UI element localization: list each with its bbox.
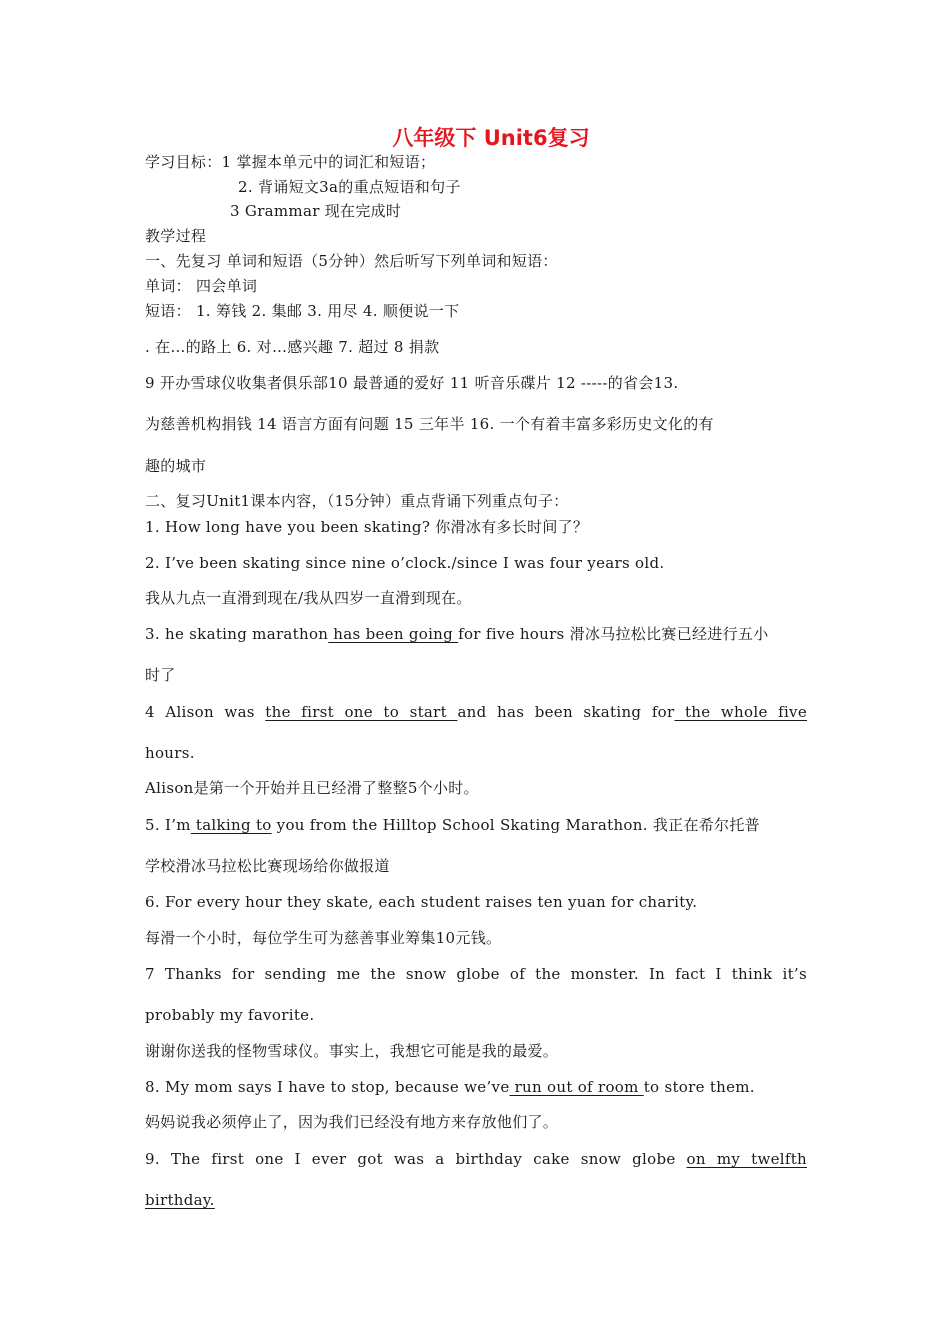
sentence-5-part-b: you from the Hilltop School Skating Marathon. 我正在希尔托普	[271, 816, 760, 834]
sentence-4-underlined-2: the whole five	[674, 703, 808, 721]
sentence-1: 1. How long have you been skating? 你滑冰有多长时间了？	[145, 518, 589, 536]
document-title: 八年级下 Unit6复习	[392, 126, 590, 150]
sentence-9-underlined: on my twelfth	[686, 1150, 808, 1168]
objective-line-1: 学习目标：1 掌握本单元中的词汇和短语；	[145, 153, 436, 171]
sentence-9	[145, 1149, 807, 1169]
sentence-6-english: 6. For every hour they skate, each student raises ten yuan for charity.	[145, 893, 698, 911]
sentence-4-continued: hours.	[145, 744, 195, 762]
sentence-4-chinese: Alison是第一个开始并且已经滑了整整5个小时。	[145, 779, 479, 797]
sentence-2-english: 2. I’ve been skating since nine o’clock./since I was four years old.	[145, 554, 665, 572]
sentence-5	[145, 815, 807, 835]
phrase-line-1: 短语： 1. 筹钱 2. 集邮 3. 用尽 4. 顺便说一下	[145, 302, 460, 320]
section1-heading: 一、先复习 单词和短语（5分钟）然后听写下列单词和短语：	[145, 252, 558, 270]
sentence-8	[145, 1077, 807, 1097]
sentence-5-underlined: talking to	[190, 816, 272, 834]
sentence-8-part-b: to store them.	[643, 1078, 755, 1096]
sentence-3-continued: 时了	[145, 666, 176, 684]
sentence-8-underlined: run out of room	[509, 1078, 644, 1096]
sentence-7-english: 7 Thanks for sending me the snow globe of the monster. In fact I think it’s	[145, 965, 807, 983]
sentence-8-part-a: 8. My mom says I have to stop, because we’ve	[145, 1078, 510, 1096]
sentence-7-chinese: 谢谢你送我的怪物雪球仪。事实上，我想它可能是我的最爱。	[145, 1042, 559, 1060]
sentence-3-underlined: has been going	[328, 625, 459, 643]
section1-words: 单词： 四会单词	[145, 277, 258, 295]
process-heading: 教学过程	[145, 227, 207, 245]
objective-line-3: 3 Grammar 现在完成时	[230, 202, 402, 220]
sentence-9-part-a: 9. The first one I ever got was a birthday cake snow globe	[145, 1150, 687, 1168]
sentence-3	[145, 624, 807, 644]
sentence-9-continued: birthday.	[145, 1191, 215, 1209]
sentence-4-underlined-1: the first one to start	[265, 703, 458, 721]
sentence-7-continued: probably my favorite.	[145, 1006, 315, 1024]
sentence-4-part-b: and has been skating for	[457, 703, 675, 721]
phrase-line-4: 为慈善机构捐钱 14 语言方面有问题 15 三年半 16. 一个有着丰富多彩历史文化的有	[145, 415, 714, 433]
objective-line-2: 2. 背诵短文3a的重点短语和句子	[238, 178, 461, 196]
sentence-4-part-a: 4 Alison was	[145, 703, 266, 721]
sentence-3-part-a: 3. he skating marathon	[145, 625, 329, 643]
sentence-6-chinese: 每滑一个小时，每位学生可为慈善事业筹集10元钱。	[145, 929, 502, 947]
phrase-line-2: . 在…的路上 6. 对…感兴趣 7. 超过 8 捐款	[145, 338, 440, 356]
section2-heading: 二、复习Unit1课本内容，（15分钟）重点背诵下列重点句子：	[145, 492, 569, 510]
phrase-line-5: 趣的城市	[145, 457, 207, 475]
sentence-2-chinese: 我从九点一直滑到现在/我从四岁一直滑到现在。	[145, 589, 472, 607]
sentence-3-part-b: for five hours 滑冰马拉松比赛已经进行五小	[458, 625, 769, 643]
sentence-4	[145, 702, 807, 722]
phrase-line-3: 9 开办雪球仪收集者俱乐部10 最普通的爱好 11 听音乐碟片 12 -----的省会13.	[145, 374, 679, 392]
sentence-5-part-a: 5. I’m	[145, 816, 191, 834]
sentence-8-chinese: 妈妈说我必须停止了，因为我们已经没有地方来存放他们了。	[145, 1113, 559, 1131]
sentence-5-continued: 学校滑冰马拉松比赛现场给你做报道	[145, 857, 390, 875]
